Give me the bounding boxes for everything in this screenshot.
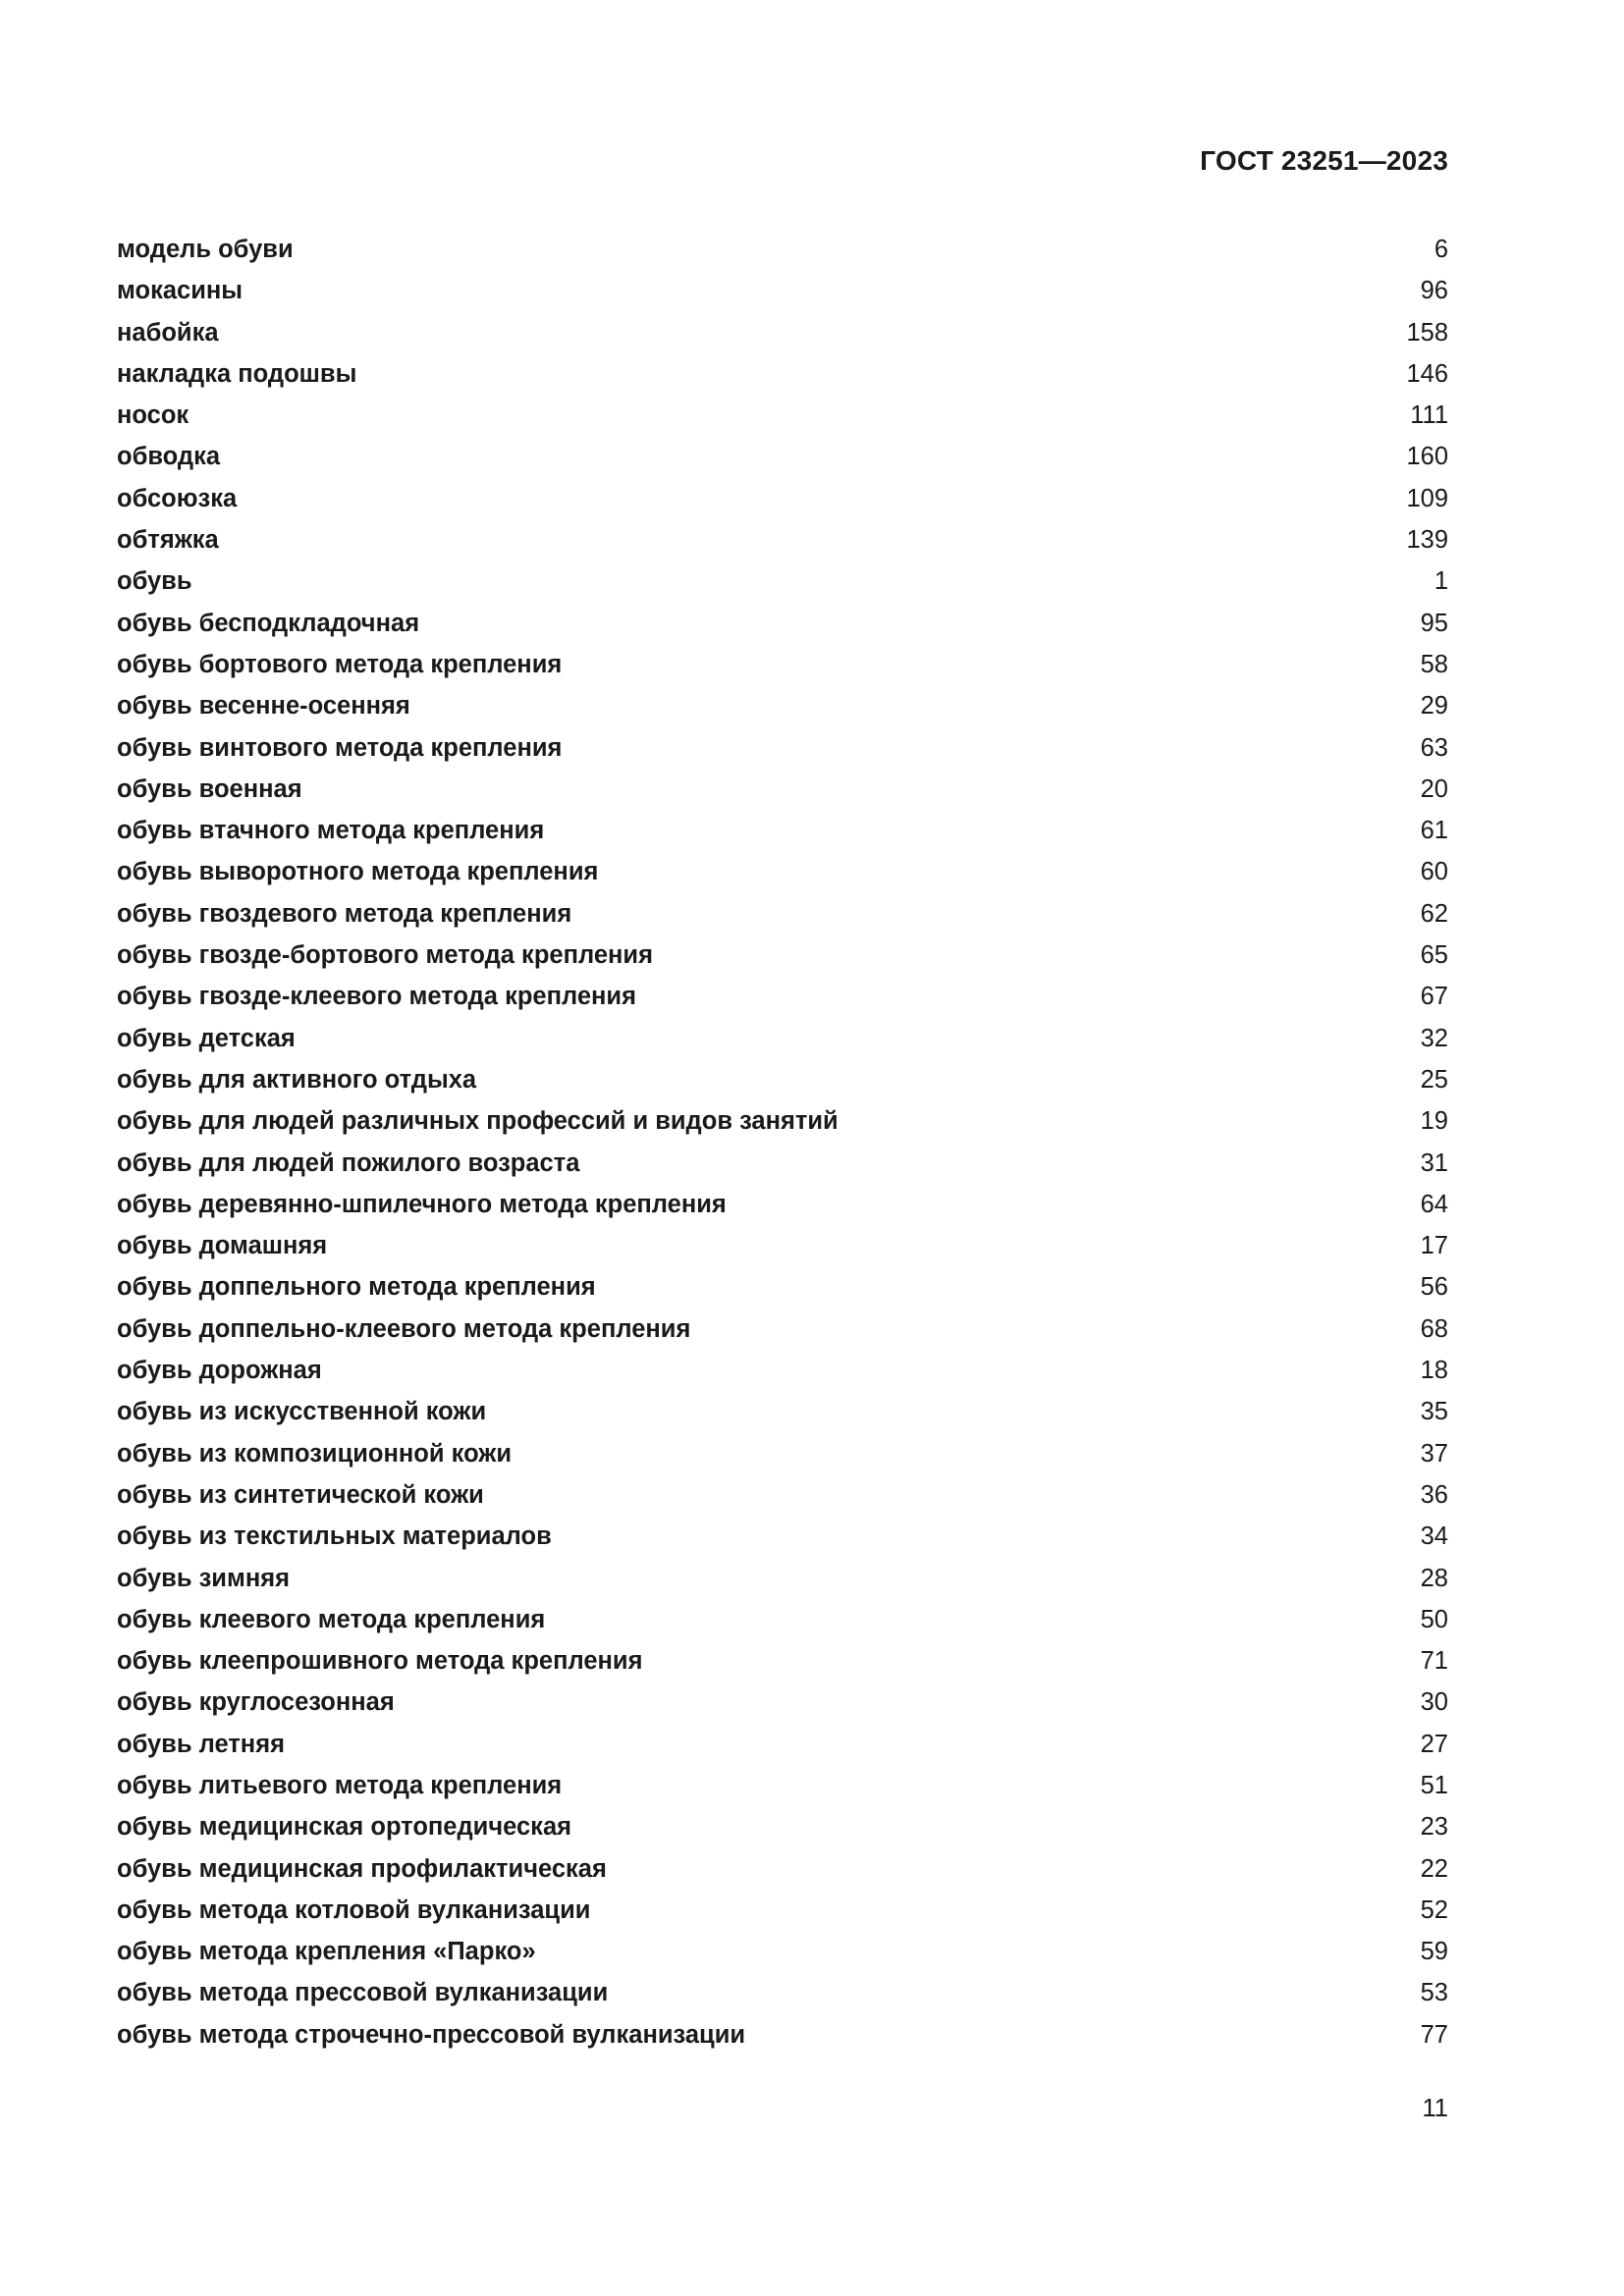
index-entry (117, 817, 1448, 858)
index-entry (117, 236, 1448, 277)
index-ref-number: 22 (1420, 1854, 1448, 1883)
index-ref-number: 34 (1420, 1522, 1448, 1551)
document-id: ГОСТ 23251—2023 (1200, 145, 1448, 176)
index-entry (117, 1731, 1448, 1772)
index-ref-number: 96 (1420, 277, 1448, 305)
index-entry (117, 1025, 1448, 1066)
index-ref-number: 31 (1420, 1148, 1448, 1177)
index-ref-number: 30 (1420, 1688, 1448, 1717)
index-ref-number: 19 (1420, 1107, 1448, 1136)
index-entry (117, 360, 1448, 401)
index-ref-number: 32 (1420, 1024, 1448, 1052)
index-entry (117, 1232, 1448, 1273)
index-term: обувь зимняя (117, 1564, 290, 1592)
index-ref-number: 50 (1420, 1605, 1448, 1633)
index-entry (117, 1979, 1448, 2020)
index-entry (117, 1565, 1448, 1606)
index-entry (117, 1191, 1448, 1232)
index-entry (117, 1315, 1448, 1357)
index-entry (117, 1149, 1448, 1191)
index-term: обувь медицинская профилактическая (117, 1854, 607, 1883)
index-term: обувь метода крепления «Парко» (117, 1938, 536, 1966)
index-ref-number: 27 (1420, 1730, 1448, 1758)
index-term: обувь клеевого метода крепления (117, 1605, 546, 1633)
index-term: обувь весенне-осенняя (117, 692, 410, 721)
index-entry (117, 1688, 1448, 1730)
index-entry (117, 1896, 1448, 1938)
index-entry (117, 651, 1448, 692)
index-entry (117, 1398, 1448, 1439)
index-entry (117, 485, 1448, 526)
index-term: обувь втачного метода крепления (117, 817, 545, 845)
index-entry (117, 2021, 1448, 2062)
index-entry (117, 567, 1448, 609)
index-entry (117, 775, 1448, 817)
index-term: обувь детская (117, 1024, 296, 1052)
index-term: обувь деревянно-шпилечного метода крепления (117, 1190, 727, 1218)
index-term: обувь для людей пожилого возраста (117, 1148, 580, 1177)
index-entry (117, 1772, 1448, 1813)
index-entry (117, 983, 1448, 1024)
index-ref-number: 67 (1420, 983, 1448, 1011)
index-term: обувь бесподкладочная (117, 609, 420, 637)
index-entry (117, 1481, 1448, 1522)
index-entry (117, 1066, 1448, 1107)
index-entry (117, 526, 1448, 567)
index-ref-number: 1 (1434, 567, 1448, 596)
index-ref-number: 52 (1420, 1896, 1448, 1924)
index-entry (117, 1357, 1448, 1398)
index-ref-number: 56 (1420, 1273, 1448, 1302)
index-ref-number: 53 (1420, 1979, 1448, 2007)
index-entry (117, 1522, 1448, 1564)
index-ref-number: 58 (1420, 650, 1448, 678)
index-term: обувь гвозде-клеевого метода крепления (117, 983, 636, 1011)
index-term: набойка (117, 318, 219, 347)
index-term: мокасины (117, 277, 244, 305)
index-term: обтяжка (117, 526, 219, 555)
index-term: обувь винтового метода крепления (117, 733, 563, 762)
index-entry (117, 941, 1448, 983)
index-ref-number: 36 (1420, 1480, 1448, 1509)
index-term: обувь дорожная (117, 1357, 322, 1385)
index-entry (117, 610, 1448, 651)
index-ref-number: 18 (1420, 1357, 1448, 1385)
index-entry (117, 443, 1448, 484)
index-term: обувь доппельного метода крепления (117, 1273, 596, 1302)
alphabetical-index (117, 236, 1448, 2062)
index-term: обувь для активного отдыха (117, 1065, 477, 1094)
index-term: обувь из текстильных материалов (117, 1522, 552, 1551)
index-term: обувь выворотного метода крепления (117, 858, 599, 886)
index-term: обувь доппельно-клеевого метода крепления (117, 1314, 691, 1343)
index-ref-number: 29 (1420, 692, 1448, 721)
index-ref-number: 158 (1406, 318, 1448, 347)
index-ref-number: 60 (1420, 858, 1448, 886)
index-ref-number: 71 (1420, 1647, 1448, 1676)
index-ref-number: 25 (1420, 1065, 1448, 1094)
index-term: обувь метода прессовой вулканизации (117, 1979, 609, 2007)
index-ref-number: 64 (1420, 1190, 1448, 1218)
index-ref-number: 146 (1406, 359, 1448, 388)
index-entry (117, 692, 1448, 733)
index-term: обувь военная (117, 774, 302, 803)
index-term: обувь гвоздевого метода крепления (117, 899, 572, 928)
index-ref-number: 51 (1420, 1771, 1448, 1799)
index-term: обувь метода строчечно-прессовой вулканизации (117, 2020, 746, 2049)
index-term: модель обуви (117, 236, 294, 263)
index-ref-number: 111 (1410, 401, 1448, 430)
index-entry (117, 1107, 1448, 1148)
index-term: обувь (117, 567, 192, 596)
index-term: обувь для людей различных профессий и видов занятий (117, 1107, 839, 1136)
index-ref-number: 23 (1420, 1813, 1448, 1842)
index-term: обувь медицинская ортопедическая (117, 1813, 572, 1842)
index-entry (117, 900, 1448, 941)
index-term: обувь бортового метода крепления (117, 650, 563, 678)
index-term: обсоюзка (117, 484, 238, 512)
index-ref-number: 37 (1420, 1439, 1448, 1468)
index-term: носок (117, 401, 189, 430)
index-ref-number: 6 (1434, 236, 1448, 263)
index-ref-number: 35 (1420, 1398, 1448, 1426)
index-entry (117, 277, 1448, 318)
index-term: обувь из композиционной кожи (117, 1439, 513, 1468)
index-term: обувь гвозде-бортового метода крепления (117, 941, 653, 970)
index-entry (117, 1440, 1448, 1481)
index-term: обувь домашняя (117, 1232, 328, 1260)
index-ref-number: 65 (1420, 941, 1448, 970)
index-ref-number: 62 (1420, 899, 1448, 928)
index-term: обувь летняя (117, 1730, 285, 1758)
index-term: обувь из искусственной кожи (117, 1398, 487, 1426)
index-term: накладка подошвы (117, 359, 357, 388)
index-ref-number: 59 (1420, 1938, 1448, 1966)
index-entry (117, 1855, 1448, 1896)
index-entry (117, 1813, 1448, 1854)
index-ref-number: 139 (1406, 526, 1448, 555)
index-entry (117, 401, 1448, 443)
index-ref-number: 61 (1420, 817, 1448, 845)
index-ref-number: 68 (1420, 1314, 1448, 1343)
index-term: обувь из синтетической кожи (117, 1480, 484, 1509)
index-ref-number: 95 (1420, 609, 1448, 637)
page-number: 11 (1422, 2095, 1448, 2122)
index-entry (117, 1606, 1448, 1647)
index-ref-number: 17 (1420, 1232, 1448, 1260)
index-ref-number: 28 (1420, 1564, 1448, 1592)
index-term: обувь клеепрошивного метода крепления (117, 1647, 643, 1676)
index-entry (117, 1273, 1448, 1314)
index-term: обводка (117, 443, 221, 471)
index-entry (117, 858, 1448, 899)
index-ref-number: 20 (1420, 774, 1448, 803)
index-term: обувь метода котловой вулканизации (117, 1896, 591, 1924)
index-entry (117, 319, 1448, 360)
index-ref-number: 77 (1420, 2020, 1448, 2049)
index-ref-number: 63 (1420, 733, 1448, 762)
index-entry (117, 1938, 1448, 1979)
index-ref-number: 109 (1406, 484, 1448, 512)
index-term: обувь круглосезонная (117, 1688, 395, 1717)
index-term: обувь литьевого метода крепления (117, 1771, 563, 1799)
index-entry (117, 1647, 1448, 1688)
index-entry (117, 734, 1448, 775)
index-ref-number: 160 (1406, 443, 1448, 471)
